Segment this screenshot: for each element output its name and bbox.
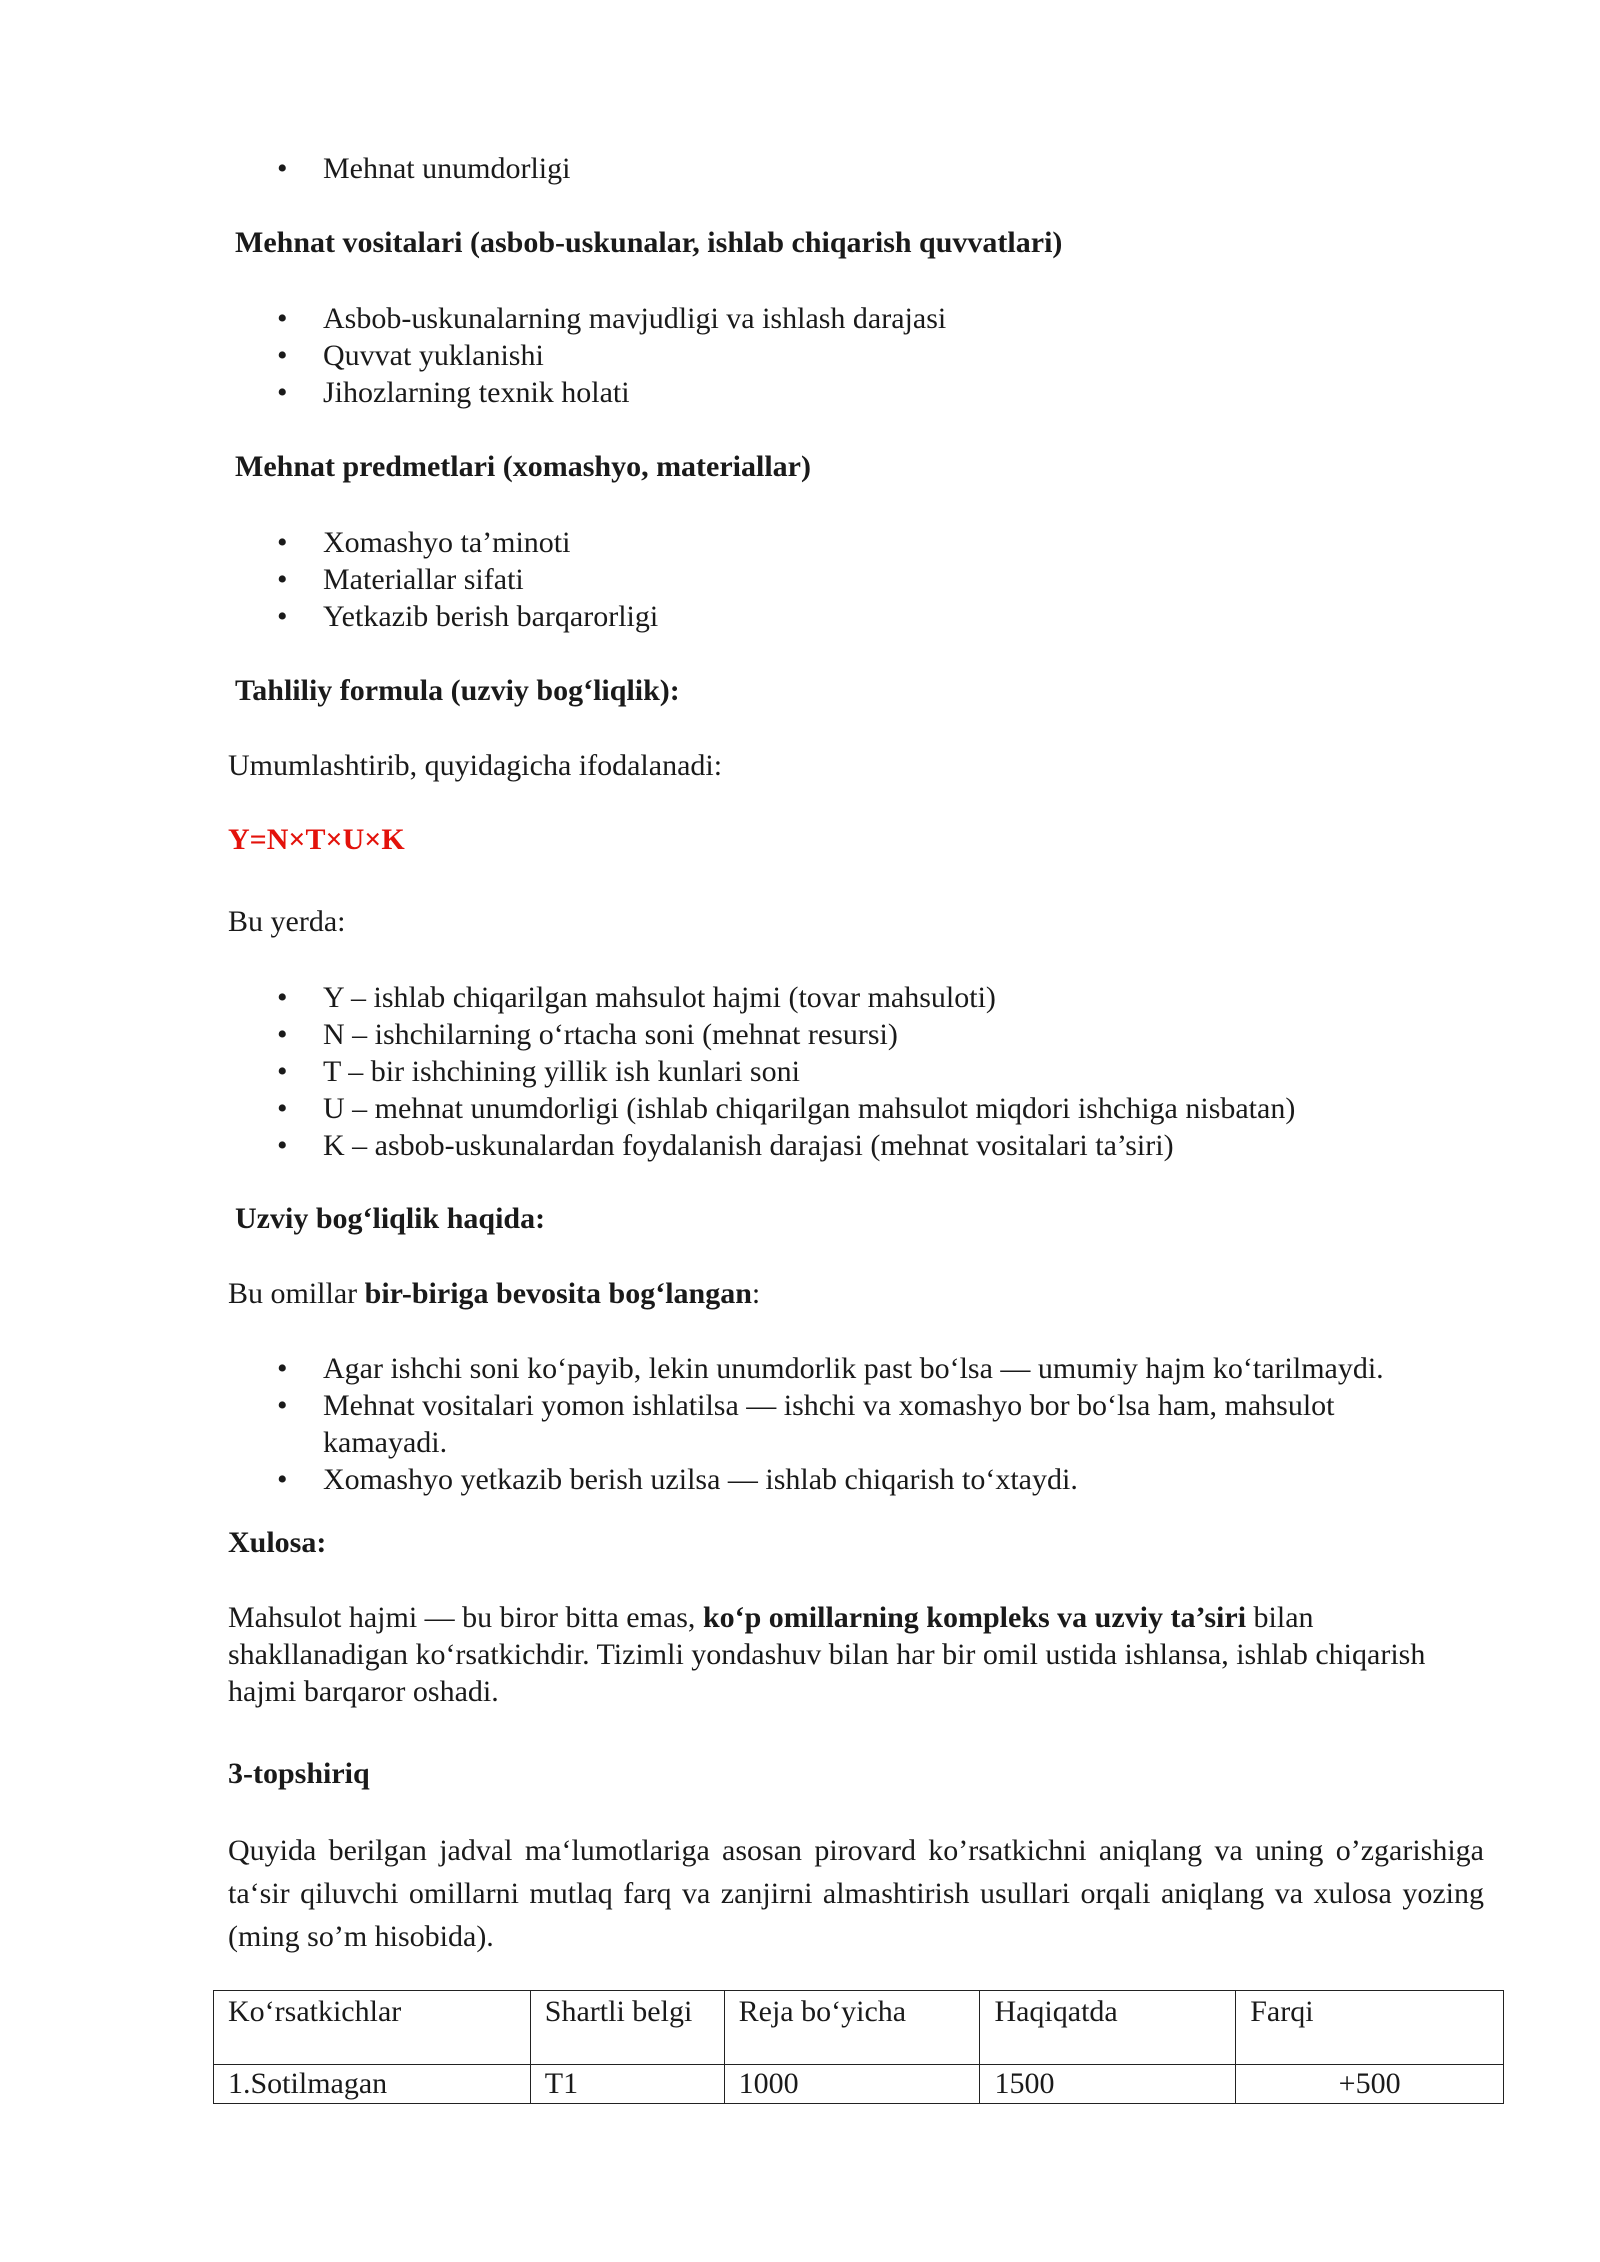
table-header-cell: Haqiqatda (980, 1991, 1236, 2065)
section-heading-xulosa: Xulosa: (228, 1526, 327, 1559)
list-item: • Xomashyo ta’minoti (277, 526, 571, 559)
section-heading-formula: Tahliliy formula (uzviy bog‘liqlik): (235, 674, 680, 707)
table-header-cell: Reja bo‘yicha (724, 1991, 980, 2065)
table-header-cell: Ko‘rsatkichlar (214, 1991, 531, 2065)
table-header-cell: Shartli belgi (530, 1991, 724, 2065)
list-item: • K – asbob-uskunalardan foydalanish darajasi (mehnat vositalari ta’siri) (277, 1129, 1174, 1162)
table-header-cell: Farqi (1236, 1991, 1504, 2065)
list-item: • Agar ishchi soni ko‘payib, lekin unumdorlik past bo‘lsa — umumiy hajm ko‘tarilmaydi. (277, 1352, 1384, 1385)
list-item: • Mehnat vositalari yomon ishlatilsa — ishchi va xomashyo bor bo‘lsa ham, mahsulot (277, 1389, 1335, 1422)
list-item: • Y – ishlab chiqarilgan mahsulot hajmi (tovar mahsuloti) (277, 981, 996, 1014)
formula: Y=N×T×U×K (228, 823, 405, 856)
list-item: • Asbob-uskunalarning mavjudligi va ishlash darajasi (277, 302, 947, 335)
list-item: • Mehnat unumdorligi (277, 152, 571, 185)
table-cell: +500 (1236, 2065, 1504, 2104)
formula-intro: Umumlashtirib, quyidagicha ifodalanadi: (228, 749, 723, 782)
list-item: • Yetkazib berish barqarorligi (277, 600, 659, 633)
table-row (214, 2065, 1504, 2104)
bu-yerda-label: Bu yerda: (228, 905, 346, 938)
uzviy-intro: Bu omillar bir-biriga bevosita bog‘langan: (228, 1277, 761, 1310)
uzviy-list (277, 1350, 1384, 1498)
top-bullet-list (277, 150, 571, 187)
table-cell: 1.Sotilmagan (214, 2065, 531, 2104)
section-heading-vositalar: Mehnat vositalari (asbob-uskunalar, ishlab chiqarish quvvatlari) (235, 226, 1063, 259)
formula-variables-list (277, 979, 1296, 1164)
list-item: • Jihozlarning texnik holati (277, 376, 630, 409)
table-cell: T1 (530, 2065, 724, 2104)
table-header-row (214, 1991, 1504, 2065)
task-paragraph: Quyida berilgan jadval ma‘lumotlariga asosan pirovard ko’rsatkichni aniqlang va uning o’zgarishiga ta‘sir qiluvchi omillarni mutlaq farq va zanjirni almashtirish usullari orqali aniqlang va xulosa yozing (ming so’m hisobida). (228, 1834, 1484, 1953)
table-cell: 1500 (980, 2065, 1236, 2104)
list-item: • Xomashyo yetkazib berish uzilsa — ishlab chiqarish to‘xtaydi. (277, 1463, 1078, 1496)
indicators-table (213, 1990, 1504, 2104)
list-item-continuation: kamayadi. (323, 1426, 448, 1459)
predmetlar-list (277, 524, 659, 635)
vositalar-list (277, 300, 947, 411)
xulosa-paragraph: Mahsulot hajmi — bu biror bitta emas, ko‘p omillarning kompleks va uzviy ta’siri bilan shakllanadigan ko‘rsatkichdir. Tizimli yondashuv bilan har bir omil ustida ishlansa, ishlab chiqarish hajmi barqaror oshadi. (228, 1601, 1426, 1708)
list-item: • U – mehnat unumdorligi (ishlab chiqarilgan mahsulot miqdori ishchiga nisbatan) (277, 1092, 1296, 1125)
list-item: • T – bir ishchining yillik ish kunlari soni (277, 1055, 800, 1088)
list-item: • Quvvat yuklanishi (277, 339, 544, 372)
table-cell: 1000 (724, 2065, 980, 2104)
section-heading-predmetlar: Mehnat predmetlari (xomashyo, materiallar) (235, 450, 811, 483)
section-heading-uzviy: Uzviy bog‘liqlik haqida: (235, 1202, 546, 1235)
list-item: • Materiallar sifati (277, 563, 524, 596)
list-item: • N – ishchilarning o‘rtacha soni (mehnat resursi) (277, 1018, 898, 1051)
task-heading: 3-topshiriq (228, 1757, 370, 1790)
